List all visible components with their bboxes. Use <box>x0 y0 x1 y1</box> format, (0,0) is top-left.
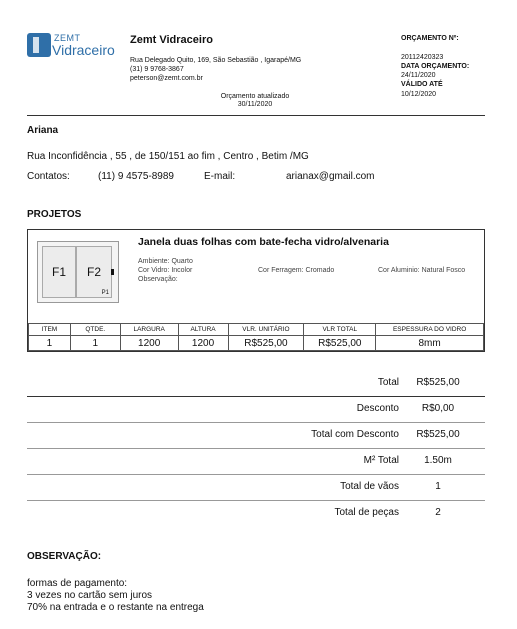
company-phone: (31) 9 9768-3867 <box>130 66 184 73</box>
header-divider <box>27 115 485 116</box>
observation-title: OBSERVAÇÃO: <box>27 551 102 562</box>
pane-left: F1 <box>42 246 76 298</box>
header-altura: ALTURA <box>178 324 228 336</box>
table-row <box>29 336 484 351</box>
cell-altura: 1200 <box>178 336 228 351</box>
company-address: Rua Delegado Quito, 169, São Sebastião , Igarapé/MG <box>130 57 302 64</box>
quote-valid-date: 10/12/2020 <box>401 91 437 98</box>
pane-right <box>76 246 112 298</box>
header-qtde: QTDE. <box>70 324 120 336</box>
item-observacao: Observação: <box>138 276 178 283</box>
client-phone: (11) 9 4575-8989 <box>98 171 174 182</box>
summary-row-total-vaos <box>27 475 485 501</box>
summary-label: Total com Desconto <box>311 429 399 440</box>
item-cor-ferragem: Cor Ferragem: Cromado <box>258 267 335 274</box>
logo-big-text: Vidraceiro <box>52 42 115 58</box>
summary-row-desconto <box>27 397 485 423</box>
cell-espessura: 8mm <box>376 336 484 351</box>
company-name: Zemt Vidraceiro <box>130 34 213 46</box>
updated-label: Orçamento atualizado <box>220 93 290 100</box>
contacts-label: Contatos: <box>27 171 70 182</box>
header-vlr-unitario: VLR. UNITÁRIO <box>228 324 304 336</box>
items-table <box>28 323 484 351</box>
item-cor-vidro: Cor Vidro: Incolor <box>138 267 193 274</box>
item-name: Janela duas folhas com bate-fecha vidro/alvenaria <box>138 236 389 248</box>
cell-vlr-total: R$525,00 <box>304 336 376 351</box>
observation-line: 3 vezes no cartão sem juros <box>27 590 153 601</box>
header-item: ITEM <box>29 324 71 336</box>
updated-date: 30/11/2020 <box>237 101 273 108</box>
summary-label: Total de peças <box>334 507 399 518</box>
header-vlr-total: VLR TOTAL <box>304 324 376 336</box>
summary-value: 1 <box>435 481 441 492</box>
summary-divider <box>27 396 485 397</box>
cell-qtde: 1 <box>70 336 120 351</box>
pane-right-label: F2 <box>86 265 101 279</box>
observation-line: 70% na entrada e o restante na entrega <box>27 602 204 613</box>
summary-label: Total de vãos <box>340 481 399 492</box>
summary-value: R$525,00 <box>416 429 460 440</box>
cell-item: 1 <box>29 336 71 351</box>
quote-number-label: ORÇAMENTO Nº: <box>401 35 459 42</box>
email-label: E-mail: <box>204 171 236 182</box>
summary-row-total-pecas <box>27 501 485 526</box>
summary-row-total-com-desconto <box>27 423 485 449</box>
item-ambiente: Ambiente: Quarto <box>138 258 193 265</box>
projects-title: PROJETOS <box>27 209 82 220</box>
summary-value: R$0,00 <box>421 403 455 414</box>
quote-valid-label: VÁLIDO ATÉ <box>401 81 443 88</box>
quote-date-label: DATA ORÇAMENTO: <box>401 63 470 70</box>
table-header-row <box>29 324 484 336</box>
client-name: Ariana <box>27 125 59 136</box>
cell-vlr-unitario: R$525,00 <box>228 336 304 351</box>
window-diagram <box>37 241 119 303</box>
summary-value: 1.50m <box>424 455 452 466</box>
cell-largura: 1200 <box>120 336 178 351</box>
quote-date: 24/11/2020 <box>401 72 436 79</box>
header-espessura: ESPESSURA DO VIDRO <box>376 324 484 336</box>
header-largura: LARGURA <box>120 324 178 336</box>
summary-value: 2 <box>435 507 441 518</box>
client-address: Rua Inconfidência , 55 , de 150/151 ao fim , Centro , Betim /MG <box>27 151 309 162</box>
summary-row-m2-total <box>27 449 485 475</box>
quote-number: 20112420323 <box>401 54 444 61</box>
summary-value: R$525,00 <box>416 377 460 388</box>
summary-label: Total <box>377 377 399 388</box>
pane-sub-label: P1 <box>101 290 109 296</box>
logo-small-text: ZEMT <box>54 33 81 43</box>
handle-icon <box>111 269 114 275</box>
summary-label: Desconto <box>356 403 399 414</box>
summary-row-total <box>27 371 485 397</box>
item-cor-aluminio: Cor Aluminio: Natural Fosco <box>378 267 466 274</box>
client-email: arianax@gmail.com <box>286 171 375 182</box>
summary-label: M² Total <box>363 455 399 466</box>
company-email: peterson@zemt.com.br <box>130 75 203 82</box>
observation-line: formas de pagamento: <box>27 578 128 589</box>
company-logo-mark <box>27 33 51 57</box>
